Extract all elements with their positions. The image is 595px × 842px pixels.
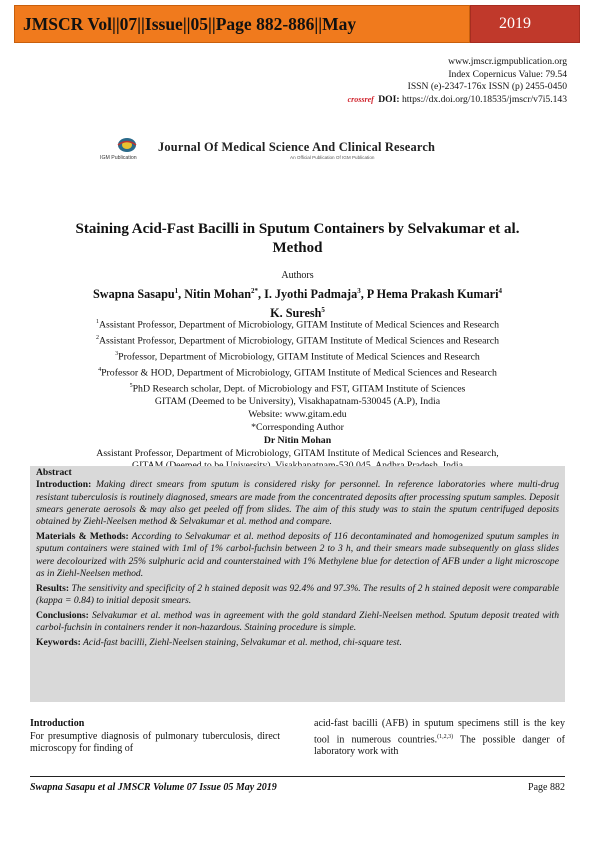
- abstract-conclusions: [36, 610, 559, 635]
- issn-line: ISSN (e)-2347-176x ISSN (p) 2455-0450: [407, 81, 567, 93]
- abstract-section-label: Introduction:: [36, 479, 92, 491]
- author-name: P Hema Prakash Kumari: [366, 287, 499, 302]
- university-website[interactable]: Website: www.gitam.edu: [248, 409, 347, 421]
- citation-reference[interactable]: (1,2,3): [437, 733, 454, 740]
- doi-link[interactable]: https://dx.doi.org/10.18535/jmscr/v7i5.143: [401, 93, 567, 105]
- abstract-box: [30, 466, 565, 702]
- publisher-name: IGM Publication: [100, 155, 137, 161]
- journal-website[interactable]: www.jmscr.igmpublication.org: [448, 56, 567, 67]
- affiliation-5: [20, 380, 575, 396]
- body-column-right: [314, 718, 565, 759]
- abstract-results: [36, 583, 559, 608]
- author-affil-mark: 3: [357, 287, 361, 295]
- body-paragraph: acid-fast bacilli (AFB) in sputum specimens still is the key tool in numerous countries.: [314, 718, 565, 745]
- affil-text: Professor & HOD, Department of Microbiology, GITAM Institute of Medical Sciences and Research: [101, 367, 497, 379]
- doi-line: [348, 94, 567, 107]
- introduction-heading: Introduction: [30, 718, 85, 729]
- abstract-heading: Abstract: [36, 467, 72, 478]
- affiliation-1: [20, 316, 575, 332]
- title-line-2: Method: [272, 240, 323, 256]
- journal-logo: [100, 136, 500, 162]
- abstract-section-label: Conclusions:: [36, 609, 89, 621]
- publisher-tagline: An Official Publication Of IGM Publication: [290, 155, 375, 160]
- journal-meta: [348, 56, 567, 106]
- author-affil-mark: 5: [321, 306, 325, 315]
- abstract-keywords: [36, 637, 559, 649]
- abstract-section-text: Acid-fast bacilli, Ziehl-Neelsen staining, Selvakumar et al. method, chi-square test.: [80, 636, 402, 648]
- abstract-methods: [36, 531, 559, 580]
- affiliation-3: [20, 348, 575, 364]
- abstract-section-text: The sensitivity and specificity of 2 h stained deposit was 92.4% and 97.3%. The results of 2 h stained deposit were comparable (kappa = 0.84) to initial deposit smears.: [36, 582, 559, 606]
- author-affil-mark: 1: [174, 287, 179, 295]
- author-name: K. Suresh: [270, 306, 322, 321]
- journal-header-bar: [14, 5, 580, 43]
- author-name: I. Jyothi Padmaja: [264, 287, 358, 302]
- title-line-1: Staining Acid-Fast Bacilli in Sputum Containers by Selvakumar et al.: [75, 221, 520, 237]
- body-paragraph: For presumptive diagnosis of pulmonary tuberculosis, direct microscopy for finding of: [30, 730, 280, 754]
- affil-text: Assistant Professor, Department of Microbiology, GITAM Institute of Medical Sciences and Research: [98, 335, 500, 347]
- crossref-logo: crossref: [347, 94, 374, 104]
- author-name: Nitin Mohan: [184, 287, 251, 302]
- affiliations: [20, 316, 575, 473]
- abstract-section-label: Keywords:: [36, 636, 81, 648]
- abstract-section-text: Selvakumar et al. method was in agreement with the gold standard Ziehl-Neelsen method. Sputum deposit treated with carbol-fuchsin in containers render it non-hazardous. Staining procedure is simple.: [36, 609, 559, 634]
- affil-number: 5: [129, 383, 133, 390]
- journal-reference: JMSCR Vol||07||Issue||05||Page 882-886||May: [14, 5, 470, 43]
- abstract-section-label: Materials & Methods:: [36, 530, 129, 542]
- corresponding-label: *Corresponding Author: [251, 421, 344, 433]
- body-paragraph-continued: The possible danger of laboratory work with: [314, 733, 565, 758]
- author-affil-mark: 4: [498, 287, 502, 295]
- affil-number: 2: [95, 335, 99, 342]
- footer-citation: Swapna Sasapu et al JMSCR Volume 07 Issue 05 May 2019: [30, 782, 277, 793]
- affil-number: 1: [95, 319, 99, 325]
- author-separator: ,: [178, 287, 185, 302]
- affiliation-4: [20, 364, 575, 380]
- article-title: [40, 220, 555, 258]
- body-column-left: [30, 718, 280, 756]
- authors-label: Authors: [281, 270, 314, 281]
- affil-text: Assistant Professor, Department of Microbiology, GITAM Institute of Medical Sciences and Research: [98, 319, 500, 331]
- author-affil-mark: 2*: [250, 287, 258, 295]
- affil-number: 3: [115, 351, 119, 358]
- footer-divider: [30, 776, 565, 777]
- abstract-section-text: Making direct smears from sputum is considered risky for personnel. In reference laboratories where multi-drug resistant tuberculosis is routinely diagnosed, smears are made from the concentrated deposits after processing sputum samples. Deposit smears generate aerosols & may also get peeled off from slides. The aim of this study was to stain the sputum centrifuged deposits obtained by Ziehl-Neelsen method & Selvakumar et al. method and compare.: [36, 479, 559, 528]
- abstract-section-label: Results:: [36, 582, 70, 594]
- doi-label: DOI:: [378, 93, 400, 105]
- publication-year: 2019: [470, 5, 580, 43]
- abstract-introduction: [36, 479, 559, 528]
- author-name: Swapna Sasapu: [93, 287, 175, 302]
- journal-name: Journal Of Medical Science And Clinical Research: [158, 140, 436, 154]
- corresponding-author-name: Dr Nitin Mohan: [263, 434, 332, 446]
- affil-number: 4: [98, 367, 102, 374]
- affil-text: Professor, Department of Microbiology, GITAM Institute of Medical Sciences and Research: [118, 351, 480, 363]
- author-separator: ,: [360, 287, 367, 302]
- author-separator: ,: [257, 287, 265, 302]
- abstract-section-text: According to Selvakumar et al. method deposits of 116 decontaminated and homogenized sputum samples in sputum containers were stained with 1ml of 1% carbol-fuchsin between 2 to 3 h, and their smears made subsequently on glass slides were decolourized with 25% sulphuric acid and counterstained with 1% Methylene blue for detection of AFB under a light microscope as in Ziehl-Neelsen method.: [36, 530, 559, 579]
- igm-logo-icon: [116, 136, 138, 154]
- affiliation-2: [20, 332, 575, 348]
- affil-text: PhD Research scholar, Dept. of Microbiology and FST, GITAM Institute of Sciences: [132, 383, 466, 395]
- university-address: GITAM (Deemed to be University), Visakhapatnam-530045 (A.P), India: [154, 396, 441, 408]
- page-number: Page 882: [528, 782, 565, 793]
- index-copernicus: Index Copernicus Value: 79.54: [448, 68, 567, 80]
- corresponding-affiliation: Assistant Professor, Department of Microbiology, GITAM Institute of Medical Sciences and Research,: [96, 447, 499, 459]
